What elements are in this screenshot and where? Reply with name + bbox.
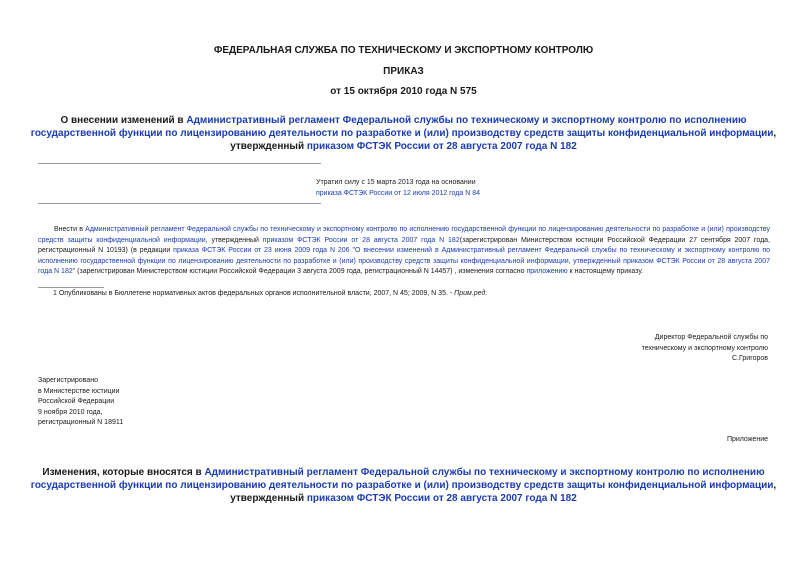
order-title: [30, 114, 777, 153]
divider-bottom: [38, 203, 321, 204]
changes-order-link[interactable]: приказом ФСТЭК России от 28 августа 2007 года N 182: [306, 493, 577, 504]
signer-name: С.Григоров: [732, 355, 768, 362]
title-middle: , утвержденный: [230, 128, 777, 152]
body-order-206-link[interactable]: приказа ФСТЭК России от 23 июня 2009 года N 206 "О внесении изменений в Административный регламент Федеральной службы по техническому и экспортному контролю по исполнению государственной функции по лицензированию деятельности по разработке и (или) производству средств защиты конфиденциальной информации, утвержденный приказом ФСТЭК России от 28 августа 2007 года N 182": [38, 247, 771, 275]
signer-title-2: техническому и экспортному контролю: [641, 344, 768, 352]
body-text-5: к настоящему приказу.: [567, 268, 644, 275]
body-text-4: (зарегистрирован Министерством юстиции Российской Федерации 3 августа 2009 года, регистрационный N 14457) , изменения согласно: [75, 268, 527, 275]
body-text-2: , утвержденный: [205, 236, 263, 244]
footnote-divider: [38, 287, 104, 288]
document-type: ПРИКАЗ: [383, 66, 424, 77]
footnote-editor-note: Прим.ред.: [454, 290, 488, 297]
changes-regulation-link[interactable]: Административный регламент Федеральной службы по техническому и экспортному контролю по исполнению государственной функции по лицензированию деятельности по разработке и (или) производству средств защиты конфиденциальной информации: [30, 467, 774, 491]
registration-line: регистрационный N 18911: [38, 419, 124, 426]
expired-note: [316, 177, 480, 199]
body-regulation-link[interactable]: Административный регламент Федеральной службы по техническому и экспортному контролю по исполнению государственной функции по лицензированию деятельности по разработке и (или) производству средств защиты конфиденциальной информации: [38, 226, 770, 244]
body-text-3: (зарегистрирован Министерством юстиции Российской Федерации 27 сентября 2007 года, регистрационный N 10193) (в редакции: [38, 236, 770, 254]
footnote-text: Опубликованы в Бюллетене нормативных актов федеральных органов исполнительной власти, 2007, N 45; 2009, N 35. -: [56, 290, 455, 297]
title-order-link[interactable]: приказом ФСТЭК России от 28 августа 2007 года N 182: [306, 141, 577, 152]
registration-line: Российской Федерации: [38, 398, 115, 405]
registration-line: 9 ноября 2010 года,: [38, 408, 103, 416]
divider-top: [38, 163, 321, 164]
main-paragraph: [38, 225, 770, 278]
changes-middle: , утвержденный: [230, 480, 777, 504]
title-regulation-link[interactable]: Административный регламент Федеральной службы по техническому и экспортному контролю по исполнению государственной функции по лицензированию деятельности по разработке и (или) производству средств защиты конфиденциальной информации: [30, 115, 774, 139]
agency-name: ФЕДЕРАЛЬНАЯ СЛУЖБА ПО ТЕХНИЧЕСКОМУ И ЭКСПОРТНОМУ КОНТРОЛЮ: [213, 45, 594, 56]
registration-line: в Министерстве юстиции: [38, 387, 120, 395]
title-prefix: О внесении изменений в: [60, 115, 187, 126]
registration-block: [38, 376, 123, 429]
footnote: [53, 290, 487, 297]
expired-basis-link[interactable]: приказа ФСТЭК России от 12 июля 2012 года N 84: [316, 190, 480, 197]
expired-text: Утратил силу с 15 марта 2013 года на основании: [316, 179, 476, 186]
footnote-marker: 1: [53, 290, 57, 297]
body-appendix-link[interactable]: приложению: [526, 268, 568, 275]
signer-title-1: Директор Федеральной службы по: [654, 334, 768, 341]
body-order-182-link[interactable]: приказом ФСТЭК России от 28 августа 2007 года N 182: [262, 236, 460, 244]
changes-prefix: Изменения, которые вносятся в: [42, 467, 205, 478]
body-text-1: Внести в: [54, 226, 86, 233]
changes-title: [30, 466, 777, 505]
signature-block: [642, 333, 768, 365]
appendix-label: Приложение: [726, 436, 768, 443]
order-date-number: от 15 октября 2010 года N 575: [330, 86, 477, 97]
registration-line: Зарегистрировано: [38, 377, 98, 384]
